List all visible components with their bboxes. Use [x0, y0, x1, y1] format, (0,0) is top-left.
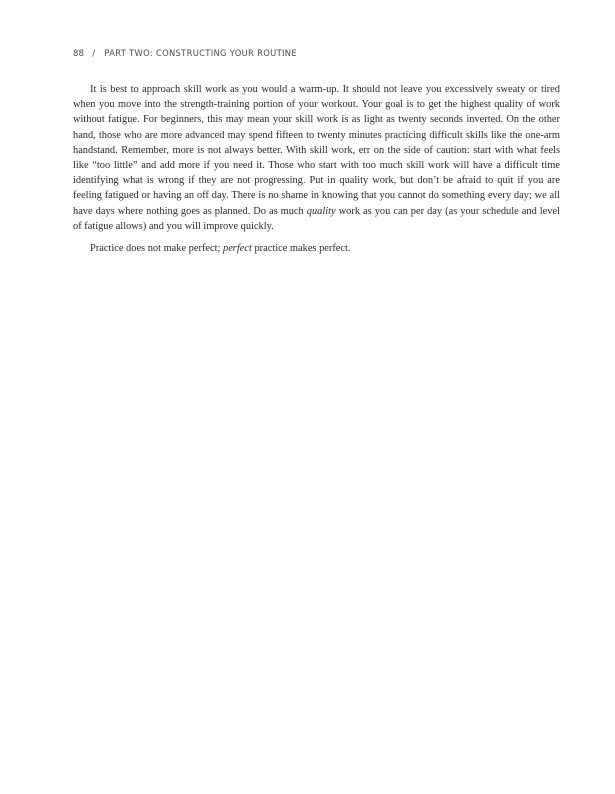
- paragraph-text: work as you can per day (as your schedule and level of fatigue allows) and you will improve quickly.: [73, 205, 560, 232]
- paragraph-text: Practice does not make perfect;: [90, 243, 223, 255]
- section-title: PART TWO: CONSTRUCTING YOUR ROUTINE: [104, 48, 297, 58]
- body-text: [73, 82, 560, 263]
- header-separator: /: [92, 48, 96, 58]
- paragraph-text: practice makes perfect.: [251, 243, 351, 255]
- paragraph-practice: [73, 241, 560, 256]
- paragraph-text: It is best to approach skill work as you would a warm-up. It should not leave you excessively sweaty or tired when you move into the strength-training portion of your workout. Your goal is to get the highest quality of work without fatigue. For beginners, this may mean your skill work is as light as twenty seconds inverted. On the other hand, those who are more advanced may spend fifteen to twenty minutes practicing difficult skills like the one-arm handstand. Remember, more is not always better. With skill work, err on the side of caution: start with what feels like “too little” and add more if you need it. Those who start with too much skill work will have a difficult time identifying what is wrong if they are not progressing. Put in quality work, but don’t be afraid to quit if you are feeling fatigued or having an off day. There is no shame in knowing that you cannot do something every day; we all have days where nothing goes as planned. Do as much: [73, 84, 560, 217]
- emphasis-text: perfect: [223, 243, 252, 255]
- running-header: [73, 48, 297, 58]
- page-number: 88: [73, 48, 85, 58]
- paragraph-skill-work: [73, 82, 560, 234]
- emphasis-text: quality: [306, 205, 336, 217]
